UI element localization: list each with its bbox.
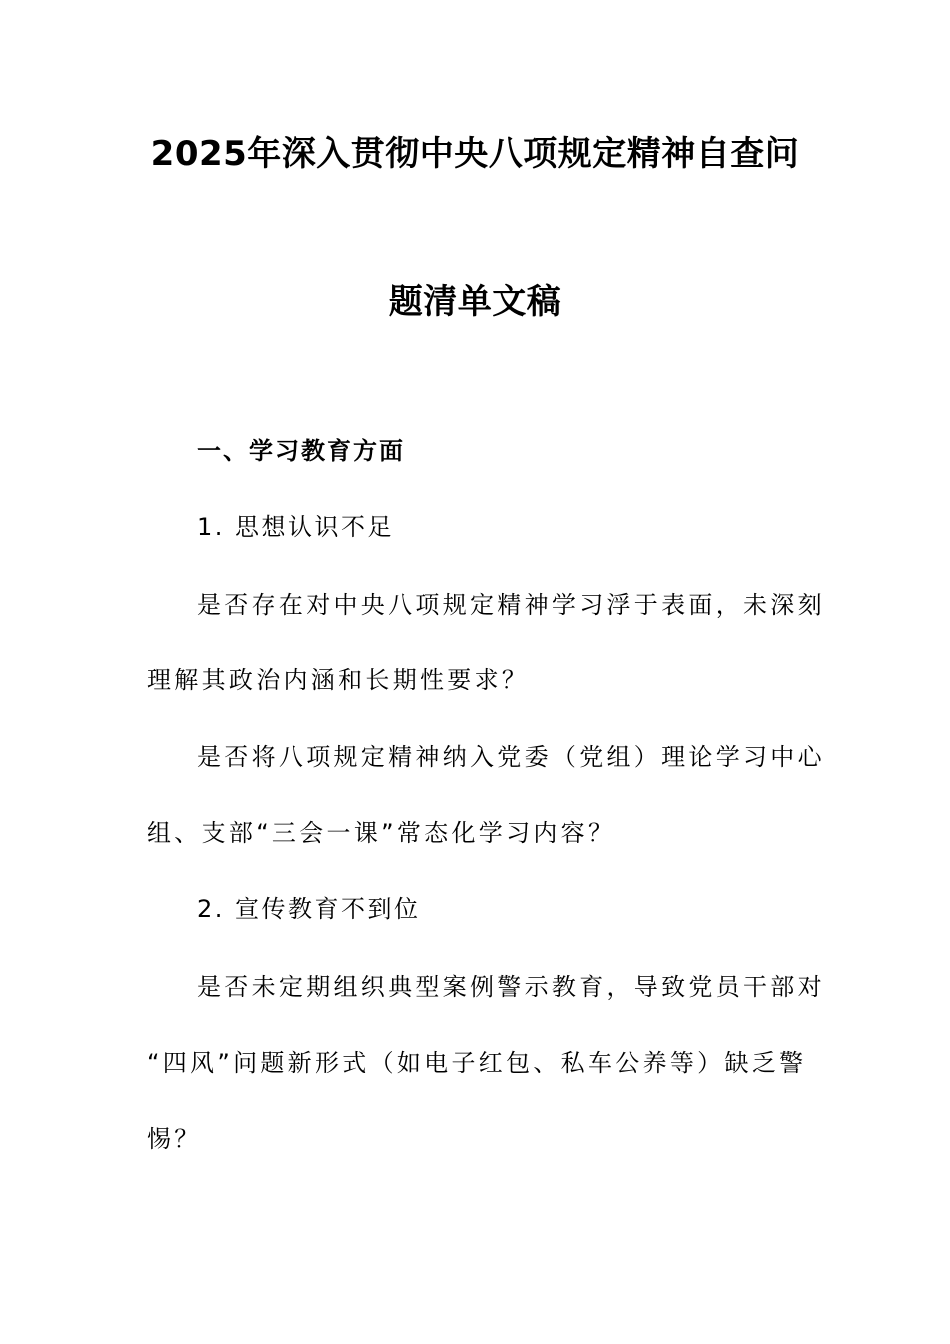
item-2-question-1-line-2: “四风”问题新形式（如电子红包、私车公养等）缺乏警	[147, 1049, 807, 1077]
document-title-line-2: 题清单文稿	[388, 282, 562, 322]
document-title-line-1: 2025年深入贯彻中央八项规定精神自查问	[150, 134, 800, 174]
item-1-question-1-line-1: 是否存在对中央八项规定精神学习浮于表面，未深刻	[197, 591, 825, 619]
item-2-question-1-line-1: 是否未定期组织典型案例警示教育，导致党员干部对	[197, 973, 825, 1001]
item-1-question-2-line-1: 是否将八项规定精神纳入党委（党组）理论学习中心	[197, 743, 825, 771]
item-2-question-1-line-3: 惕？	[147, 1125, 202, 1153]
item-2-title: 2. 宣传教育不到位	[197, 895, 421, 923]
item-1-question-2-line-2: 组、支部“三会一课”常态化学习内容？	[147, 819, 616, 847]
item-1-question-1-line-2: 理解其政治内涵和长期性要求？	[147, 666, 530, 694]
item-1-title: 1. 思想认识不足	[197, 513, 395, 541]
section-heading: 一、学习教育方面	[197, 437, 405, 465]
